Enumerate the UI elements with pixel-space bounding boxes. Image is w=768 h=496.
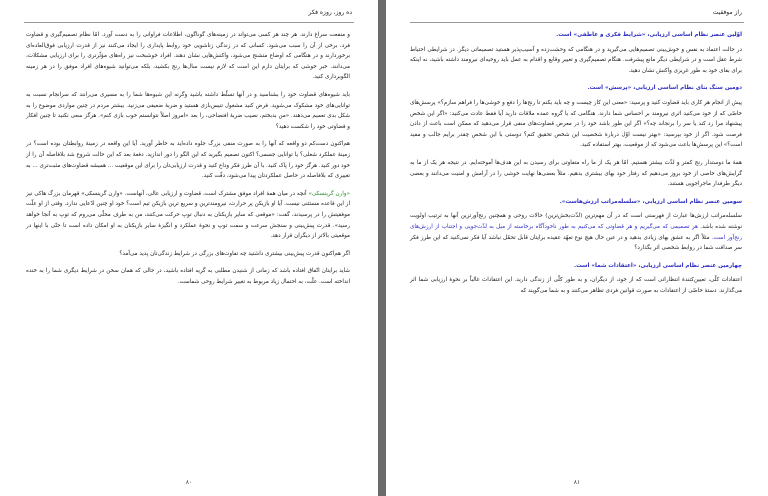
page-content [410, 30, 742, 303]
section-heading: چهارمین عنصر نظام اساسی ارزیابی، «اعتقادات شما» است. [573, 262, 742, 269]
running-header: ده روز، روزه فکر [308, 9, 352, 16]
paragraph: و منفعت سراغ دارند. هر چند هر کسی می‌تواند در زمینه‌های گوناگون، اطلاعات فراوانی را به دست آورد. امّا نظام تصمیم‌گیری و قضاوت فرد، برخی از آن را سبب می‌شود. کسانی که در زندگی زناشویی خود روابط پایداری را ایجاد می‌کنند نیز از قدرت ارزیابی فوق‌العاده‌ای برخوردارند و در هنگامی که اوضاع متشنج می‌شود، واکنش‌هایی نشان دهند. افراد خوشبخت نیز راه‌های مؤثّرتری را برای ارزیابی مشکلات، می‌دانند. خبر خوشی که برایتان دارم این است که لازم نیست سال‌ها رنج بکشید، بلکه می‌توانید شیوه‌های افراد موفق را در هر زمینه الگوبرداری کنید. [26, 32, 350, 81]
header-rule [24, 22, 354, 23]
paragraph: پیش از انجام هر کاری باید قضاوت کنید و پرسید: «معنی این کار چیست و چه باید بکنم تا رنج‌ها را دفع و خوشی‌ها را فراهم سازم؟» پرسش‌های خاصّی که از خود می‌کنید اثری نیرومند بر احساس شما دارند. هنگامی که با گروه عمده ملاقات دارید آیا فقط عادت می‌کنید: «اگر این شخص پیشنهاد مرا رد کند یا سر را برنجاند چه؟» اگر این طور باشد خود را در معرض قضاوت‌های منفی قرار می‌دهید که ممکن است باعث از دادن فرصت شود. اگر از خود بپرسید: «بهتر نیست اوّل دربارهٔ شخصیت این شخص تحقیق کنم؟ دوستی با این شخص چقدر برایم جالب و مفید است؟» این پرسش‌ها باعث می‌شود که از موقعیت، بهتر استفاده کنید. [410, 99, 742, 149]
header-rule [410, 22, 744, 23]
page-content [26, 30, 350, 294]
paragraph: شاید برایتان اتّفاق افتاده باشد که زمانی از شنیدن مطلبی به گریه افتاده باشید، در حالی که همان سخن در شرایط دیگری شما را به خنده انداخته است. علّت، به احتمال زیاد مربوط به تغییر شرایط روحی شماست. [26, 268, 350, 285]
paragraph-text: آنچه در میان همهٔ افراد موفق مشترک است، قضاوت و ارزیابی عالی، آنهاست. «وارن گرینسکی» قهرمان بزرگ هاکی نیز از این قاعده مستثنی نیست. آیا او بازیکن پر حرارت، نیرومندترین و سریع ترین بازیکن تیم است؟ خود او چنین ادّعایی ندارد. وقتی از او علّت موفقیتش را در پرسیدند، گفت: «موقعی که سایر بازیکنان به دنبال توپ حرکت می‌کنند، من به طرف محلّی می‌روم که توپ به آنجا خواهد رسید». قدرت پیش‌بینی و سنجش سرعت و سمت توپ و نحوهٔ عملکرد و انگیزهٔ سایر بازیکنان به او امکان داده است تا حتّی با اینها در موقعیتی بالاتر از دیگران قرار دهد. [26, 190, 350, 240]
paragraph: اعتقادات کلّی، تعیین‌کنندهٔ انتظاراتی است که از خود، از دیگران، و به طور کلّی از زندگی دارید. این اعتقادات غالباً بر نحوهٔ ارزیابی شما اثر می‌گذارند. دستهٔ خاصّی از اعتقادات به صورت قوانین فردی تظاهر می‌کنند و به شما می‌گویند که [410, 277, 742, 294]
person-name-highlight: «وارن گرینسکی» [308, 190, 350, 197]
paragraph: در حالت اعتماد به نفس و خوش‌بینی تصمیم‌هایی می‌گیرید و در هنگامی که وحشت‌زده و آسیب‌پذیر هستید تصمیماتی دیگر. در شرایطی احتیاط شرط عقل است و در شرایطی دیگر مانع پیشرفت. هنگام تصمیم‌گیری و تغییر وقایع و اقدام به عمل باید روحیه‌ای نیرومند داشته باشید، نه اینکه برای بقای خود به طور غریزی واکنش نشان دهید. [410, 46, 742, 74]
page-number: ۸۱ [573, 479, 581, 486]
paragraph: هم‌اکنون دست‌کم دو واقعه که آنها را به صورت منفی بزرگ جلوه داده‌اید به خاطر آورید. آیا این واقعه در زمینهٔ روابطتان بوده است؟ در زمینهٔ عملکرد شغلی؟ یا توانایی جسمی؟ اکنون تصمیم بگیرید که این الگو را دور اندازید. دفعهٔ بعد که این حالت شروع شد بلافاصله آن را از خود دور کنید. هرگز خود را پاک کنید. با آن طرز فکر وداع کنید و قدرت ارزیابی‌تان را برای این موقعیت ... همیشه قضاوت‌های مثبت‌تری ... به تغییری که بلافاصله در حاصل عملکردتان پیدا می‌شود، دقّت کنید. [26, 141, 350, 180]
paragraph: اگر هم‌اکنون قدرت پیش‌بینی بیشتری داشتید چه تفاوت‌های بزرگی در شرایط زندگی‌تان پدید می‌آمد؟ [119, 250, 350, 257]
section-heading: سومین عنصر نظام اساسی ارزیابی، «سلسله‌مراتب ارزش‌هاست». [559, 198, 742, 205]
running-header: راز موفقیت [712, 9, 742, 16]
page-number: ۸۰ [185, 479, 193, 486]
paragraph: باید شیوه‌های قضاوت خود را بشناسید و در آنها تسلّط داشته باشید وگرنه این شیوه‌ها شما را به مسیری می‌رانند که سرانجام نسبت به توانایی‌های خود مشکوک می‌شوید. فرض کنید مشغول تنیس‌بازی هستید و ضربهٔ ضعیفی می‌زنید. بیشتر مردم در چنین مواردی موضوع را به شکل بدی تعمیم می‌دهند. «من بدبختم، نصیب ضربهٔ افتضاحی، را بعد «امروز اصلاً نتوانستم خوب بازی کنم». هرگز سعی نکنید تا چنین افکار و قضاوتی خود را شکست دهید؟ [26, 91, 350, 130]
paragraph-with-name [26, 189, 350, 242]
highlighted-sentence: هر تصمیمی که می‌گیریم و هر قضاوتی که می‌کنیم به طور ناخودآگاه برخاسته از میل به لذّت‌جویی و اجتناب از ارزش‌های رنج‌آور است. [410, 223, 742, 241]
paragraph: سلسله‌مراتب ارزش‌ها عبارت از فهرستی است که در آن مهم‌ترین (لذّت‌بخش‌ترین) حالات روحی و همچنین رنج‌آورترین آنها به ترتیب اولویت نوشته شده باشد. هر تصمیمی که می‌گیریم و هر قضاوتی که می‌کنیم به طور ناخودآگاه برخاسته از میل به لذّت‌جویی و اجتناب از ارزش‌های رنج‌آور است. مثلاً اگر به عشق بهای زیادی بدهید و در عین حال هیچ نوع تعهّد عقیده برایتان قابل تحمّل نباشد آیا فکر نمی‌کنید که این طرز فکر سر صداقت شما در روابط شخصی اثر بگذارد؟ [410, 213, 742, 252]
section-heading: اوّلین عنصر نظام اساسی ارزیابی، «شرایط فکری و عاطفی» است. [556, 32, 742, 38]
paragraph: همهٔ ما دوستدار رنج کمتر و لذّت بیشتر هستیم. امّا هر یک از ما راه متفاوتی برای رسیدن به این هدف‌ها آموخته‌ایم. در نتیجه هر یک از ما به گرایش‌های خاصی از خود بروز می‌دهیم که رفتار خود بهای بیشتری بدهیم. مثلاً بعضی‌ها نهایت خوشی را در آرامش و امنیت می‌دانند و بعضی دیگر طرفدار ماجراجویی هستند. [410, 159, 742, 188]
left-page [0, 0, 378, 496]
section-heading: دومین سنگ بنای نظام اساسی ارزیابی، «پرسش» است. [587, 85, 742, 92]
right-page [386, 0, 768, 496]
